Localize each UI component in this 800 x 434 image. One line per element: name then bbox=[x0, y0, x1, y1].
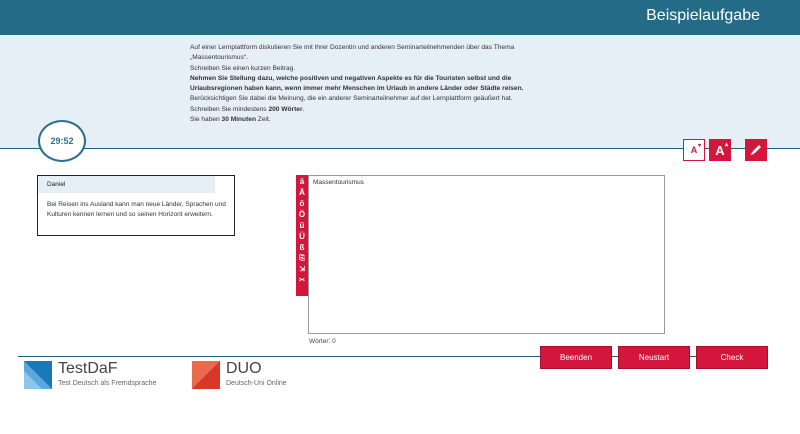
task-instructions bbox=[190, 43, 530, 125]
post-text: Bei Reisen ins Ausland kann man neue Länder, Sprachen und Kulturen kennen lernen und so seinen Horizont erweitern. bbox=[47, 201, 226, 218]
char-button[interactable]: ß bbox=[299, 243, 305, 252]
pencil-icon bbox=[749, 143, 763, 157]
post-author: Daniel bbox=[38, 176, 215, 193]
testdaf-subtitle: Test Deutsch als Fremdsprache bbox=[58, 380, 157, 387]
task-line-bold: Nehmen Sie Stellung dazu, welche positiven und negativen Aspekte es für die Touristen selbst und die Urlaubsregionen haben kann, wenn immer mehr Menschen im Urlaub in andere Länder oder Städte reisen. bbox=[190, 74, 524, 93]
char-button[interactable]: Ä bbox=[299, 188, 305, 197]
testdaf-logo-mark bbox=[24, 361, 52, 389]
font-smaller-button[interactable]: A ▾ bbox=[683, 139, 705, 161]
char-button[interactable]: ö bbox=[299, 199, 305, 208]
task-panel bbox=[0, 35, 800, 148]
font-larger-button[interactable]: A ▴ bbox=[709, 139, 731, 161]
copy-icon[interactable]: ⎘ bbox=[299, 255, 305, 262]
end-button[interactable]: Beenden bbox=[540, 346, 612, 369]
header-bar bbox=[0, 0, 800, 35]
duo-logo-mark bbox=[192, 361, 220, 389]
paste-icon[interactable]: ⇲ bbox=[299, 266, 305, 273]
special-characters-toolbar bbox=[296, 175, 308, 296]
font-smaller-icon: A bbox=[690, 145, 698, 155]
task-line: Schreiben Sie einen kurzen Beitrag. bbox=[190, 64, 296, 72]
countdown-timer: 29:52 bbox=[38, 120, 86, 162]
highlight-button[interactable] bbox=[745, 139, 767, 161]
char-button[interactable]: ä bbox=[299, 177, 305, 186]
word-count: Wörter: 0 bbox=[309, 338, 336, 345]
check-button[interactable]: Check bbox=[696, 346, 768, 369]
restart-button[interactable]: Neustart bbox=[618, 346, 690, 369]
forum-post bbox=[37, 175, 235, 236]
divider bbox=[0, 148, 800, 149]
task-line: Berücksichtigen Sie dabei die Meinung, die ein anderer Seminarteilnehmer auf der Lernplattform geäußert hat. bbox=[190, 95, 513, 103]
task-line: Sie haben 30 Minuten Zeit. bbox=[190, 116, 271, 124]
font-larger-icon: A bbox=[715, 142, 725, 158]
duo-name: DUO bbox=[226, 360, 262, 377]
task-line: „Massentourismus“. bbox=[190, 54, 248, 62]
testdaf-name: TestDaF bbox=[58, 360, 118, 377]
duo-subtitle: Deutsch-Uni Online bbox=[226, 380, 287, 387]
answer-textarea[interactable] bbox=[308, 175, 665, 334]
char-button[interactable]: ü bbox=[299, 221, 305, 230]
task-line: Auf einer Lernplattform diskutieren Sie mit Ihrer Dozentin und anderen Seminarteilnehmenden über das Thema bbox=[190, 44, 515, 51]
char-button[interactable]: Ö bbox=[298, 210, 306, 219]
char-button[interactable]: Ü bbox=[299, 232, 305, 241]
page-title: Beispielaufgabe bbox=[646, 7, 760, 24]
task-line: Schreiben Sie mindestens 200 Wörter. bbox=[190, 105, 305, 113]
cut-icon[interactable]: ✂ bbox=[299, 277, 305, 284]
